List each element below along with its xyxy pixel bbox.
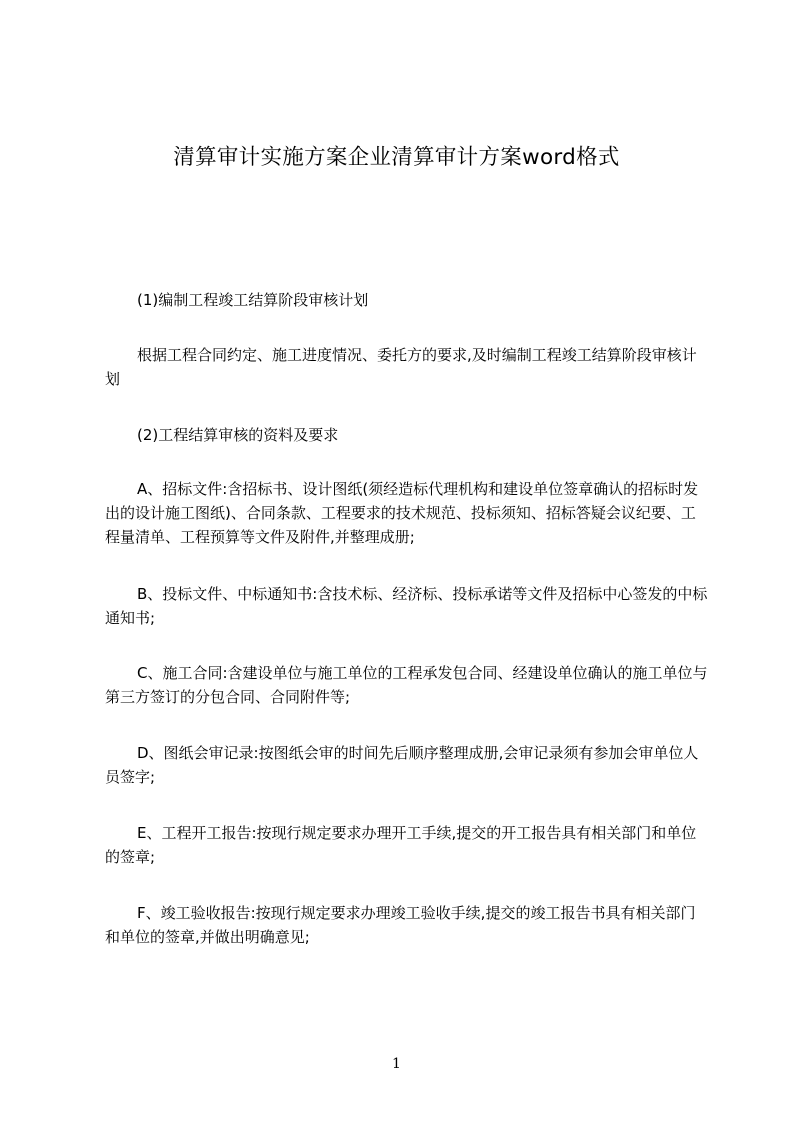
paragraph-2: [105, 343, 710, 391]
document-title: 清算审计实施方案企业清算审计方案word格式: [173, 145, 620, 170]
page-number: 1: [392, 1056, 401, 1072]
paragraph-7: [105, 741, 710, 789]
paragraph-2-text: 根据工程合同约定、施工进度情况、委托方的要求,及时编制工程竣工结算阶段审核计划: [105, 346, 697, 388]
paragraph-7-text: D、图纸会审记录:按图纸会审的时间先后顺序整理成册,会审记录须有参加会审单位人员签字;: [105, 744, 699, 786]
paragraph-8-text: E、工程开工报告:按现行规定要求办理开工手续,提交的开工报告具有相关部门和单位的签章;: [105, 824, 697, 866]
paragraph-6-text: C、施工合同:含建设单位与施工单位的工程承发包合同、经建设单位确认的施工单位与第三方签订的分包合同、合同附件等;: [105, 664, 708, 706]
paragraph-6: [105, 661, 710, 709]
paragraph-1-text: (1)编制工程竣工结算阶段审核计划: [137, 291, 369, 309]
paragraph-5: [105, 582, 710, 630]
paragraph-4: [105, 477, 710, 549]
paragraph-3: [105, 423, 710, 447]
paragraph-1: [105, 288, 710, 312]
paragraph-9-text: F、竣工验收报告:按现行规定要求办理竣工验收手续,提交的竣工报告书具有相关部门和单位的签章,并做出明确意见;: [105, 904, 696, 946]
paragraph-3-text: (2)工程结算审核的资料及要求: [137, 426, 339, 444]
paragraph-4-text: A、招标文件:含招标书、设计图纸(须经造标代理机构和建设单位签章确认的招标时发出的设计施工图纸)、合同条款、工程要求的技术规范、投标须知、招标答疑会议纪要、工程量清单、工程预算等文件及附件,并整理成册;: [105, 480, 699, 546]
paragraph-5-text: B、投标文件、中标通知书:含技术标、经济标、投标承诺等文件及招标中心签发的中标通知书;: [105, 585, 708, 627]
paragraph-8: [105, 821, 710, 869]
paragraph-9: [105, 901, 710, 949]
